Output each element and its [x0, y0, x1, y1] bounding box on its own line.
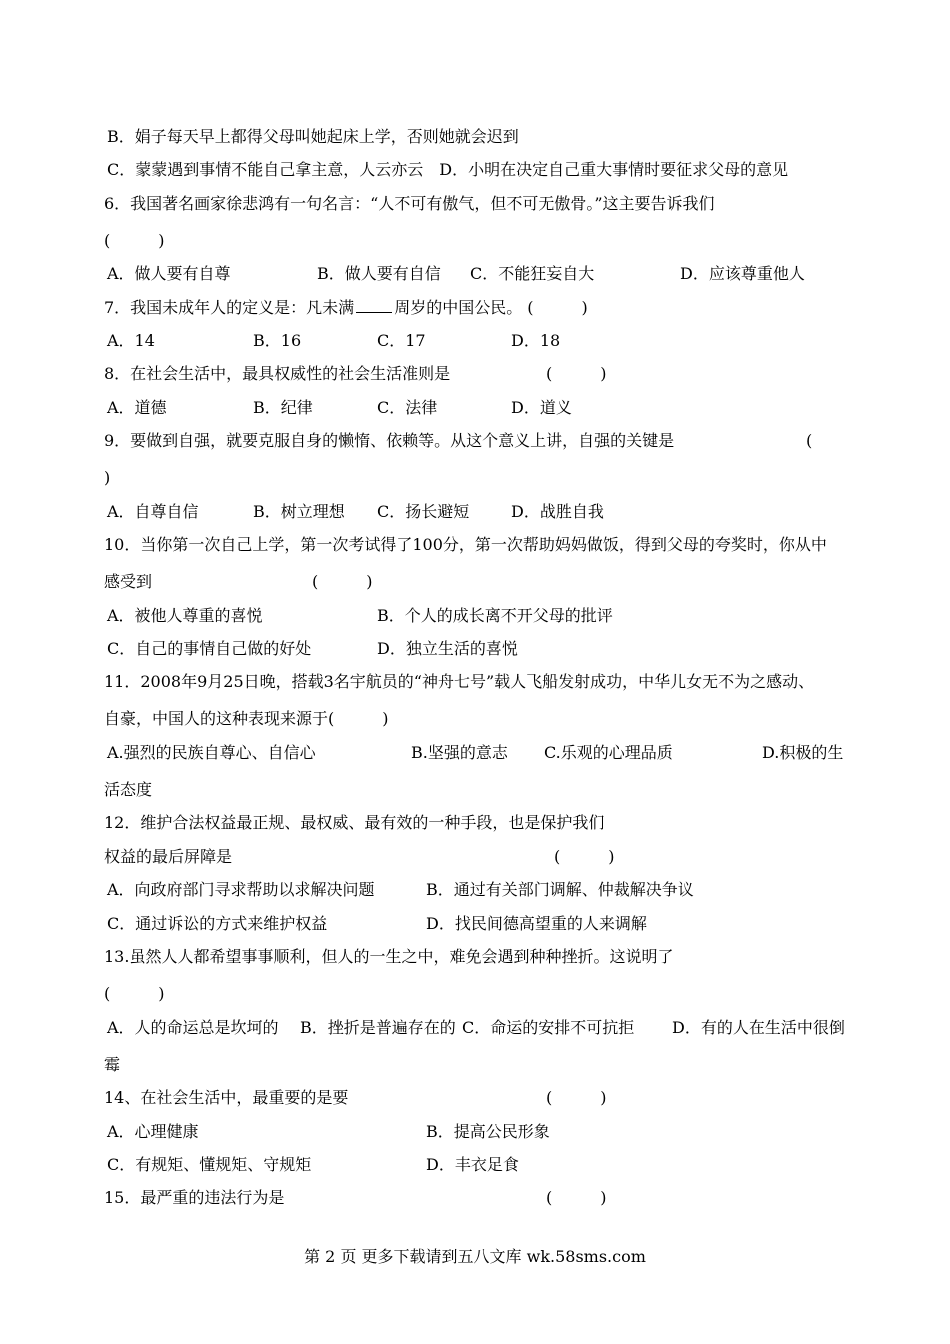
- option-c: C．不能狂妄自大: [470, 264, 595, 283]
- option-b: B.坚强的意志: [411, 743, 508, 762]
- option-c: C．17: [377, 331, 426, 350]
- question-11-stem-cont: 自豪，中国人的这种表现来源于( ): [104, 709, 389, 728]
- option-a: A．自尊自信: [107, 502, 199, 521]
- question-7-text-end: 周岁的中国公民。 ( ): [394, 298, 588, 317]
- option-d: D．找民间德高望重的人来调解: [426, 914, 647, 933]
- question-8-stem: 8．在社会生活中，最具权威性的社会生活准则是: [104, 364, 451, 383]
- question-6-stem: 6．我国著名画家徐悲鸿有一句名言：“人不可有傲气，但不可无傲骨。”这主要告诉我们: [104, 194, 715, 213]
- option-b: B．16: [253, 331, 302, 350]
- answer-paren: ( ): [312, 572, 373, 591]
- option-c: C.乐观的心理品质: [544, 743, 673, 762]
- option-d-cont: 霉: [104, 1055, 121, 1074]
- question-14-stem: 14、在社会生活中，最重要的是要: [104, 1088, 349, 1107]
- option-d: D．战胜自我: [511, 502, 604, 521]
- option-a: A．向政府部门寻求帮助以求解决问题: [107, 880, 375, 899]
- option-a: A．做人要有自尊: [107, 264, 231, 283]
- question-10-stem-cont: 感受到: [104, 572, 153, 591]
- option-line: B．娟子每天早上都得父母叫她起床上学，否则她就会迟到: [107, 127, 519, 146]
- option-d: D．18: [511, 331, 561, 350]
- option-d: D．独立生活的喜悦: [377, 639, 518, 658]
- question-9-stem: 9．要做到自强，就要克服自身的懒惰、依赖等。从这个意义上讲，自强的关键是: [104, 431, 675, 450]
- option-b: B．树立理想: [253, 502, 345, 521]
- option-c: C．自己的事情自己做的好处: [107, 639, 312, 658]
- answer-paren: ( ): [546, 364, 607, 383]
- question-10-stem: 10．当你第一次自己上学，第一次考试得了100分，第一次帮助妈妈做饭，得到父母的夸奖时，你从中: [104, 535, 827, 554]
- answer-paren-open: (: [806, 431, 813, 450]
- option-d-cont: 活态度: [104, 780, 153, 799]
- option-d: D．有的人在生活中很倒: [672, 1018, 845, 1037]
- option-b: B．挫折是普遍存在的: [300, 1018, 456, 1037]
- answer-paren-close: ): [104, 468, 111, 487]
- fill-blank: [356, 298, 392, 313]
- answer-paren: ( ): [554, 847, 615, 866]
- answer-paren: ( ): [104, 984, 165, 1003]
- page-footer: 第 2 页 更多下载请到五八文库 wk.58sms.com: [304, 1247, 646, 1266]
- option-c: C．扬长避短: [377, 502, 470, 521]
- option-b: B．纪律: [253, 398, 313, 417]
- question-7-stem: [104, 298, 588, 318]
- option-d: D．应该尊重他人: [680, 264, 805, 283]
- question-13-stem: 13.虽然人人都希望事事顺利，但人的一生之中，难免会遇到种种挫折。这说明了: [104, 947, 674, 966]
- question-15-stem: 15．最严重的违法行为是: [104, 1188, 285, 1207]
- question-7-text: 7．我国未成年人的定义是：凡未满: [104, 298, 355, 317]
- option-a: A．人的命运总是坎坷的: [107, 1018, 279, 1037]
- option-a: A．被他人尊重的喜悦: [107, 606, 263, 625]
- question-11-stem: 11．2008年9月25日晚，搭载3名宇航员的“神舟七号”载人飞船发射成功，中华儿女无不为之感动、: [104, 672, 815, 691]
- option-a: A.强烈的民族自尊心、自信心: [107, 743, 316, 762]
- question-12-stem-cont: 权益的最后屏障是: [104, 847, 233, 866]
- option-c: C．法律: [377, 398, 438, 417]
- answer-paren: ( ): [546, 1088, 607, 1107]
- option-c: C．通过诉讼的方式来维护权益: [107, 914, 328, 933]
- option-line: C．蒙蒙遇到事情不能自己拿主意，人云亦云 D．小明在决定自己重大事情时要征求父母的意见: [107, 160, 789, 179]
- question-12-stem: 12．维护合法权益最正规、最权威、最有效的一种手段，也是保护我们: [104, 813, 605, 832]
- option-c: C．有规矩、懂规矩、守规矩: [107, 1155, 312, 1174]
- answer-paren: ( ): [546, 1188, 607, 1207]
- option-a: A．心理健康: [107, 1122, 199, 1141]
- answer-paren: ( ): [104, 231, 165, 250]
- option-b: B．做人要有自信: [317, 264, 441, 283]
- option-b: B．提高公民形象: [426, 1122, 550, 1141]
- option-b: B．个人的成长离不开父母的批评: [377, 606, 613, 625]
- option-d: D．丰衣足食: [426, 1155, 519, 1174]
- option-c: C．命运的安排不可抗拒: [462, 1018, 635, 1037]
- option-a: A．道德: [107, 398, 167, 417]
- option-d: D．道义: [511, 398, 572, 417]
- option-d: D.积极的生: [762, 743, 844, 762]
- option-b: B．通过有关部门调解、仲裁解决争议: [426, 880, 694, 899]
- option-a: A．14: [107, 331, 155, 350]
